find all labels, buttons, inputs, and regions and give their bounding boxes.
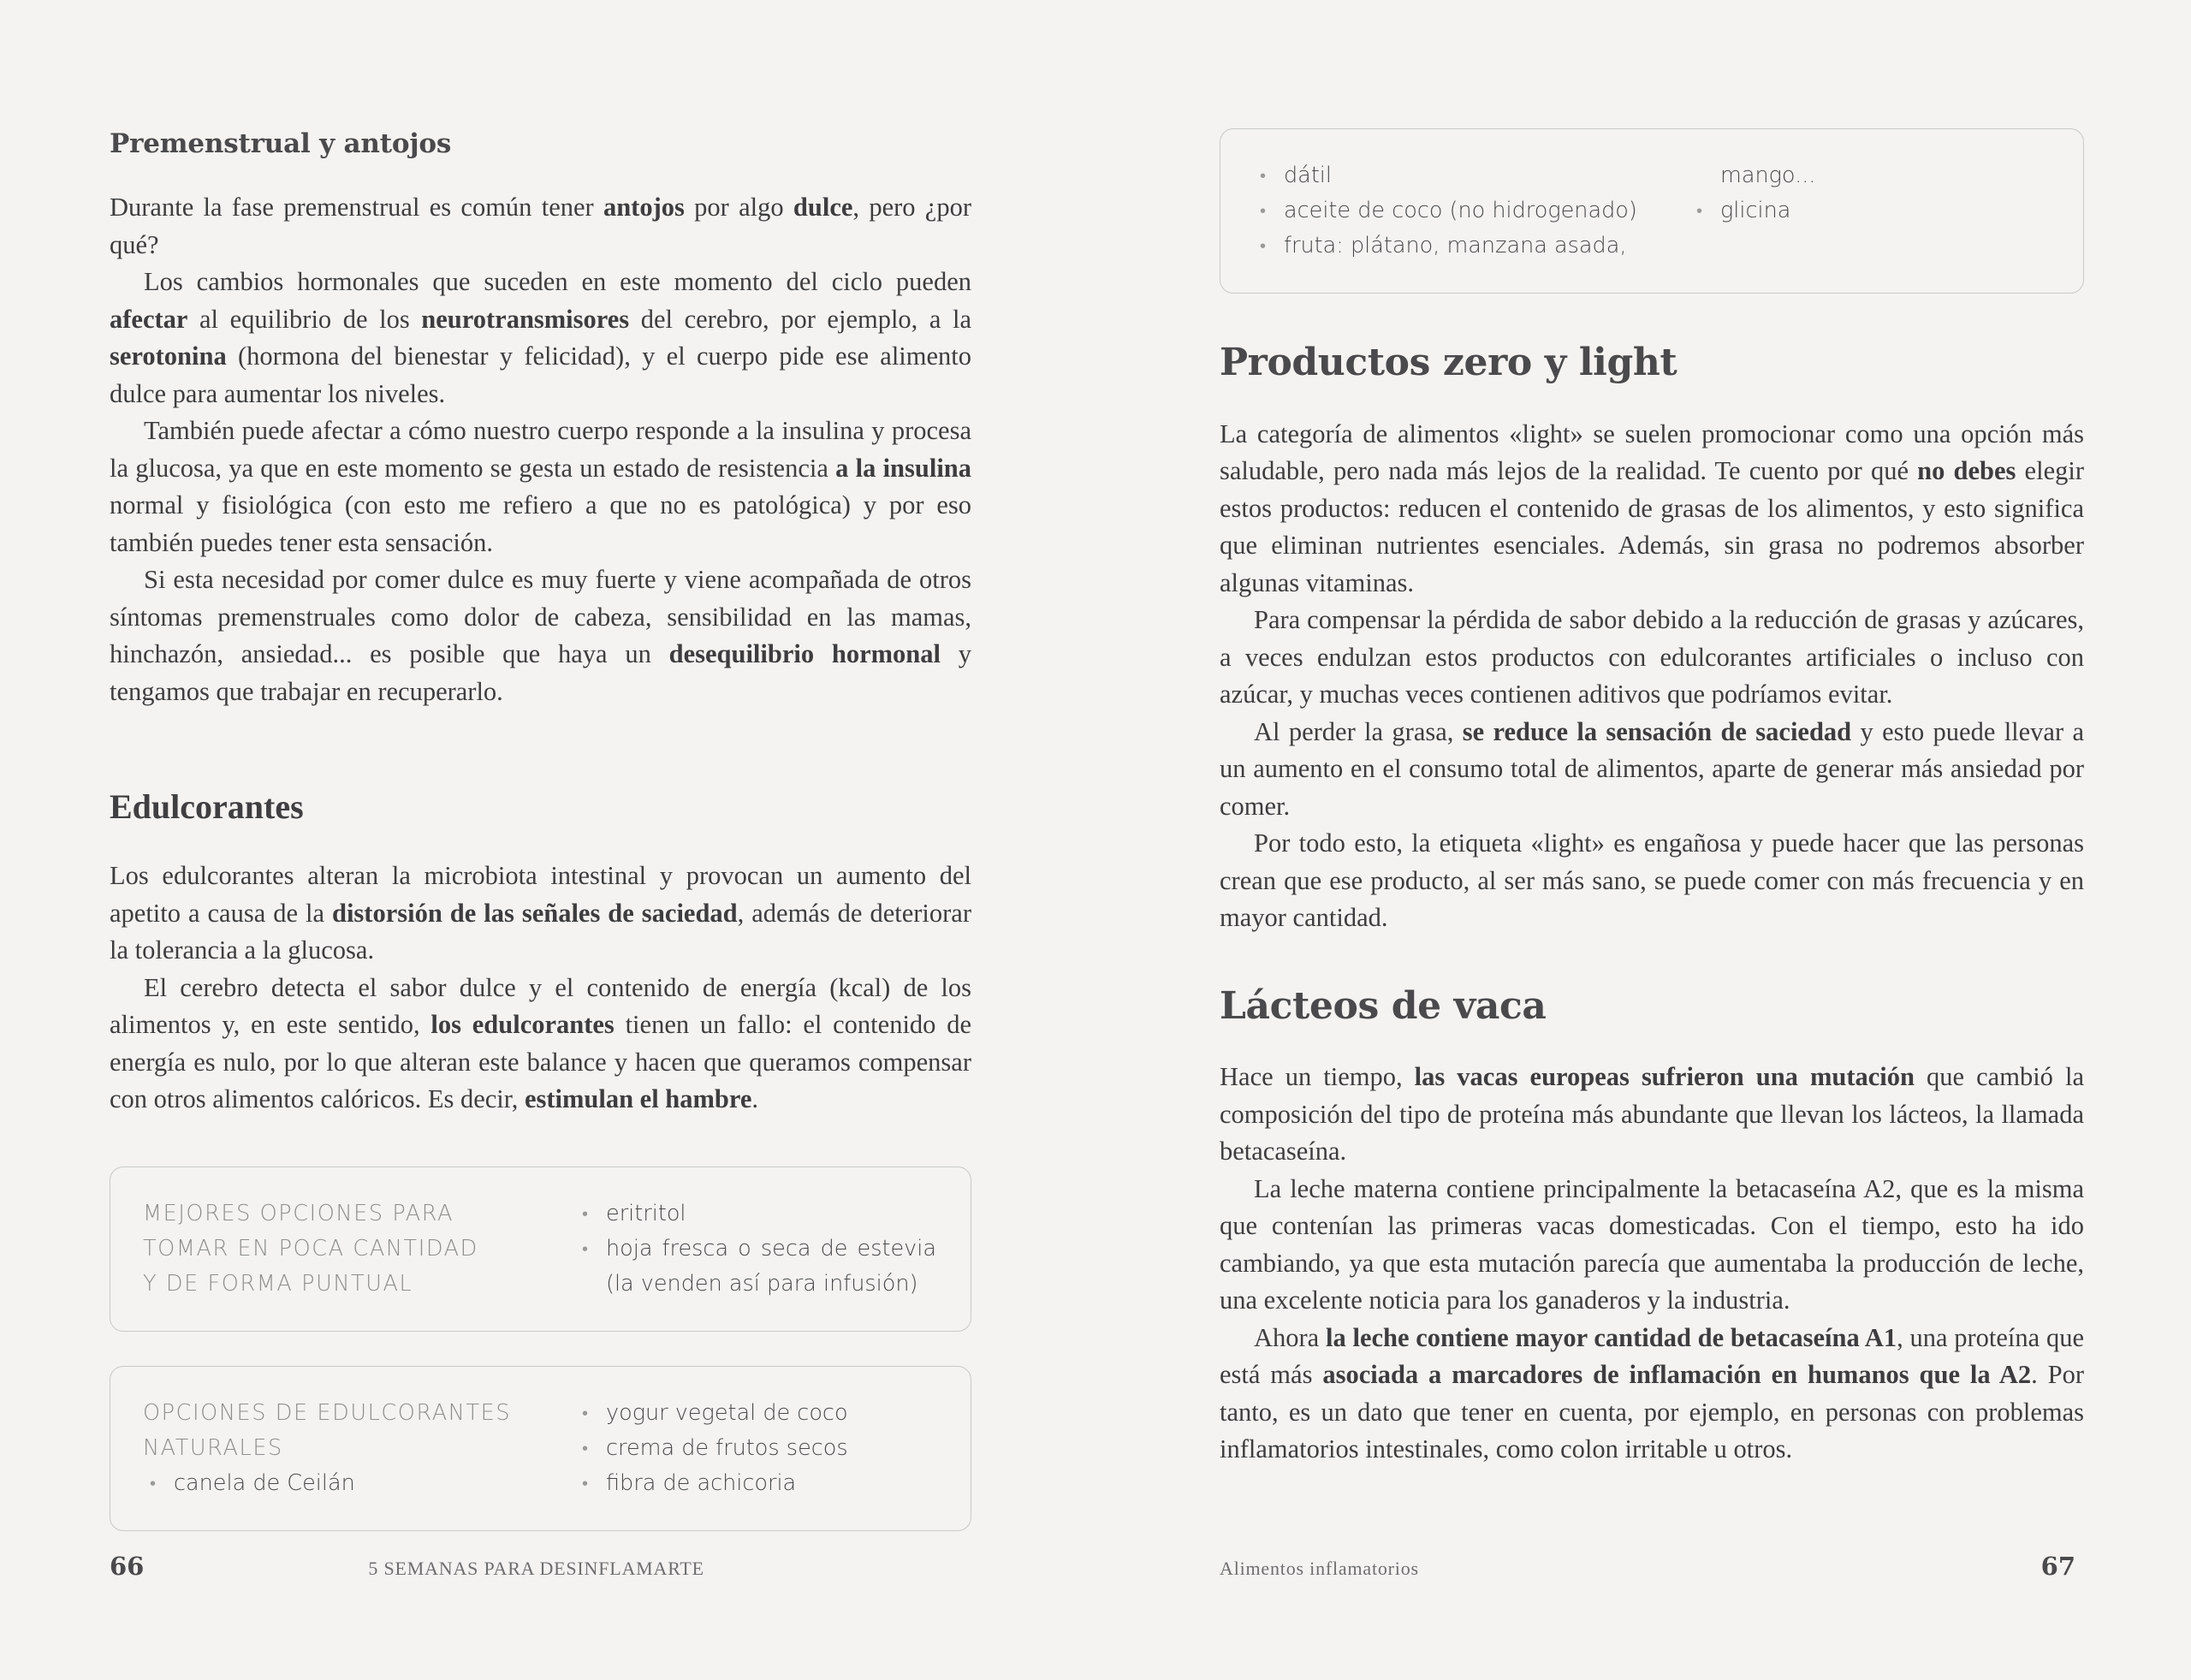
callout-label-line: Y DE FORMA PUNTUAL: [143, 1270, 413, 1297]
callout-items-column: [575, 1396, 936, 1501]
spacer: [110, 1119, 971, 1167]
callout-items-column: [575, 1196, 936, 1302]
list-item: • glicina: [1689, 193, 2049, 229]
page-number: 66: [110, 1552, 145, 1581]
paragraph: También puede afectar a cómo nuestro cuerpo responde a la insulina y procesa la glucosa, ya que en este momento se gesta un estado de resistencia a la insulina normal y fisiológica (con esto me refiero a que no es patológica) y por eso también puedes tener esta sensación.: [110, 416, 972, 557]
paragraph: La leche materna contiene principalmente la betacaseína A2, que es la misma que contenían las primeras vacas domesticadas. Con el tiempo, esto ha ido cambiando, ya que esta mutación parecía que aumentaba la producción de leche, una excelente noticia para los ganaderos y la industria.: [1220, 1173, 2084, 1315]
section-heading-premenstrual: Premenstrual y antojos: [110, 128, 452, 159]
paragraph: Los cambios hormonales que suceden en este momento del ciclo pueden afectar al equilibrio de los neurotransmisores del cerebro, por ejemplo, a la serotonina (hormona del bienestar y felicidad), y el cuerpo pide ese alimento dulce para aumentar los niveles.: [110, 267, 972, 408]
callout-label-line: OPCIONES DE EDULCORANTES: [143, 1399, 512, 1426]
list-item-continuation: mango...: [1720, 163, 1816, 188]
spacer: [110, 710, 971, 758]
list-item: • dátil: [1253, 158, 1672, 193]
paragraph: Para compensar la pérdida de sabor debido a la reducción de grasas y azúcares, a veces endulzan estos productos con edulcorantes artificiales o incluso con azúcar, y muchas veces contienen aditivos que podríamos evitar.: [1220, 605, 2084, 709]
section-heading-edulcorantes: Edulcorantes: [110, 787, 304, 827]
callout-list: [575, 1196, 936, 1302]
paragraph: Hace un tiempo, las vacas europeas sufrieron una mutación que cambió la composición del tipo de proteína más abundante que llevan los lácteos, la llamada betacaseína.: [1220, 1062, 2084, 1167]
list-item: • yogur vegetal de coco: [575, 1396, 936, 1431]
page-right: [1096, 0, 2191, 1680]
callout-items-column-right: [1689, 158, 2049, 264]
paragraph: Los edulcorantes alteran la microbiota intestinal y provocan un aumento del apetito a causa de la distorsión de las señales de saciedad, además de deteriorar la tolerancia a la glucosa.: [110, 861, 971, 965]
callout-label-line: NATURALES: [143, 1434, 283, 1461]
list-item: • eritritol: [575, 1196, 936, 1232]
section-heading-productos-zero-light: Productos zero y light: [1220, 341, 1677, 384]
paragraph: Durante la fase premenstrual es común tener antojos por algo dulce, pero ¿por qué?: [110, 193, 972, 259]
callout-list: [575, 1396, 936, 1501]
running-head: 5 SEMANAS PARA DESINFLAMARTE: [368, 1558, 704, 1579]
callout-label-line: MEJORES OPCIONES PARA: [143, 1200, 454, 1226]
callout-items-column-left: [1253, 158, 1689, 264]
callout-box-continuation: [1220, 128, 2084, 294]
list-item: • fruta: plátano, manzana asada,: [1253, 229, 1672, 264]
section-heading-lacteos-de-vaca: Lácteos de vaca: [1220, 983, 1547, 1028]
page-number: 67: [2040, 1552, 2075, 1581]
callout-label-column: [143, 1196, 575, 1302]
list-item: • canela de Ceilán: [143, 1466, 558, 1501]
callout-list: [1689, 158, 2049, 229]
list-item: • crema de frutos secos: [575, 1431, 936, 1466]
callout-list: [143, 1466, 558, 1501]
spacer: [110, 1332, 971, 1366]
spacer: [1220, 294, 2084, 341]
paragraph: Al perder la grasa, se reduce la sensación de saciedad y esto puede llevar a un aumento en el consumo total de alimentos, aparte de generar más ansiedad por comer.: [1220, 716, 2084, 821]
paragraph: El cerebro detecta el sabor dulce y el contenido de energía (kcal) de los alimentos y, en este sentido, los edulcorantes tienen un fallo: el contenido de energía es nulo, por lo que alteran este balance y hacen que queramos compensar con otros alimentos calóricos. Es decir, estimulan el hambre.: [110, 972, 971, 1114]
list-item: • aceite de coco (no hidrogenado): [1253, 193, 1672, 229]
callout-box-opciones-naturales: [110, 1366, 971, 1531]
paragraph: Por todo esto, la etiqueta «light» es engañosa y puede hacer que las personas crean que ese producto, al ser más sano, se puede comer con más frecuencia y en mayor cantidad.: [1220, 828, 2084, 933]
callout-box-mejores-opciones: [110, 1167, 971, 1332]
paragraph: Si esta necesidad por comer dulce es muy fuerte y viene acompañada de otros síntomas premenstruales como dolor de cabeza, sensibilidad en las mamas, hinchazón, ansiedad... es posible que haya un desequilibrio hormonal y tengamos que trabajar en recuperarlo.: [110, 565, 971, 706]
callout-list: [1253, 158, 1672, 264]
list-item: • hoja fresca o seca de estevia (la venden así para infusión): [575, 1232, 936, 1302]
left-column-content: [110, 128, 971, 1531]
paragraph: La categoría de alimentos «light» se suelen promocionar como una opción más saludable, pero nada más lejos de la realidad. Te cuento por qué no debes elegir estos productos: reducen el contenido de grasas de los alimentos, y esto significa que eliminan nutrientes esenciales. Además, sin grasa no podremos absorber algunas vitaminas.: [1220, 419, 2084, 597]
page-footer-right: [1096, 1552, 2191, 1586]
list-item: • fibra de achicoria: [575, 1466, 936, 1501]
callout-label-column: [143, 1396, 575, 1501]
right-column-content: [1220, 128, 2084, 1469]
callout-label-line: TOMAR EN POCA CANTIDAD: [143, 1235, 478, 1261]
page-footer-left: [0, 1552, 1096, 1586]
spacer: [1220, 937, 2084, 985]
running-head: Alimentos inflamatorios: [1220, 1558, 1419, 1579]
paragraph: Ahora la leche contiene mayor cantidad de betacaseína A1, una proteína que está más asociada a marcadores de inflamación en humanos que la A2. Por tanto, es un dato que tener en cuenta, por ejemplo, en personas con problemas inflamatorios intestinales, como colon irritable u otros.: [1220, 1322, 2084, 1464]
